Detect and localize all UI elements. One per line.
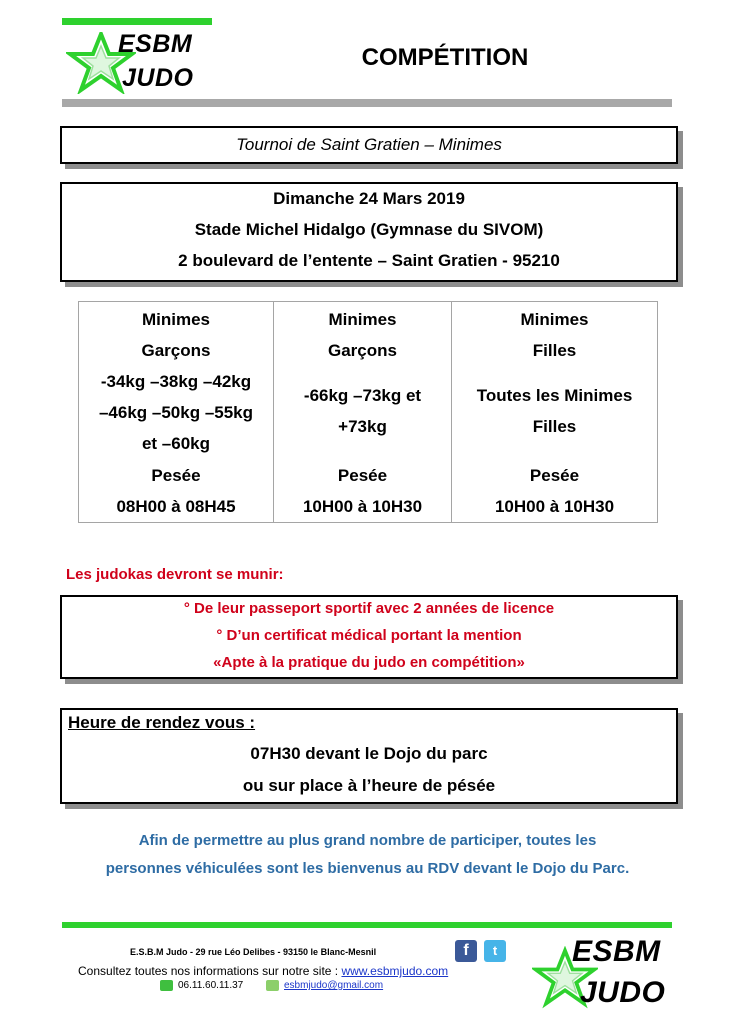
email-link[interactable]: esbmjudo@gmail.com xyxy=(284,980,384,991)
category-header xyxy=(452,304,657,366)
meeting-line: ou sur place à l’heure de pésée xyxy=(242,776,496,795)
weigh-in-label: Pesée xyxy=(337,466,388,485)
category-header xyxy=(274,304,451,366)
footer-address: E.S.B.M Judo - 29 rue Léo Delibes - 93150 le Blanc-Mesnil xyxy=(130,947,377,957)
venue-address: 2 boulevard de l’entente – Saint Gratien - 95210 xyxy=(178,251,560,270)
weight-line: +73kg xyxy=(338,417,387,436)
requirements-title: Les judokas devront se munir: xyxy=(66,566,284,583)
venue-box xyxy=(60,182,678,282)
weight-line: –46kg –50kg –55kg xyxy=(98,403,254,422)
tournament-name: Tournoi de Saint Gratien – Minimes xyxy=(236,135,502,154)
header-green-bar xyxy=(62,18,212,25)
page-title: COMPÉTITION xyxy=(361,44,529,71)
category-group: Minimes xyxy=(328,310,397,329)
weigh-in-time: 10H00 à 10H30 xyxy=(494,497,615,516)
event-date: Dimanche 24 Mars 2019 xyxy=(273,189,465,208)
logo-text-bottom: JUDO xyxy=(122,64,194,92)
twitter-icon[interactable]: t xyxy=(484,940,506,962)
requirement-line: ° D’un certificat médical portant la mention xyxy=(216,627,522,644)
header-grey-bar xyxy=(62,99,672,107)
website-link[interactable]: www.esbmjudo.com xyxy=(341,964,449,978)
footer-phone xyxy=(160,980,243,991)
category-weigh-in xyxy=(452,460,657,522)
category-weights xyxy=(79,366,273,459)
category-column xyxy=(452,302,657,522)
footer-site-line xyxy=(78,964,448,978)
weight-line: Filles xyxy=(532,417,577,436)
carpool-note-line: Afin de permettre au plus grand nombre de participer, toutes les xyxy=(138,832,597,849)
categories-table xyxy=(78,301,658,523)
footer-green-bar xyxy=(62,922,672,928)
category-sex: Filles xyxy=(532,341,577,360)
category-weigh-in xyxy=(79,460,273,522)
category-weigh-in xyxy=(274,460,451,522)
esbm-judo-logo xyxy=(66,30,216,100)
footer-logo-text-bottom: JUDO xyxy=(580,976,666,1009)
weigh-in-time: 10H00 à 10H30 xyxy=(302,497,423,516)
category-column xyxy=(79,302,273,522)
footer-site-prefix: Consultez toutes nos informations sur notre site : xyxy=(78,964,342,978)
meeting-box xyxy=(60,708,678,804)
meeting-line: 07H30 devant le Dojo du parc xyxy=(250,744,488,763)
email-icon xyxy=(266,980,279,991)
category-sex: Garçons xyxy=(328,341,397,360)
category-header xyxy=(79,304,273,366)
phone-icon xyxy=(160,980,173,991)
meeting-title: Heure de rendez vous : xyxy=(68,713,256,732)
category-column xyxy=(274,302,451,522)
requirement-line: ° De leur passeport sportif avec 2 années de licence xyxy=(183,600,555,617)
footer-logo-text-top: ESBM xyxy=(572,935,661,968)
venue-place: Stade Michel Hidalgo (Gymnase du SIVOM) xyxy=(194,220,544,239)
weigh-in-time: 08H00 à 08H45 xyxy=(116,497,236,516)
carpool-note-line: personnes véhiculées sont les bienvenus au RDV devant le Dojo du Parc. xyxy=(105,860,630,877)
weigh-in-label: Pesée xyxy=(529,466,580,485)
footer-email xyxy=(266,980,383,991)
requirements-box xyxy=(60,595,678,679)
category-group: Minimes xyxy=(520,310,589,329)
category-weights xyxy=(452,380,657,442)
weight-line: et –60kg xyxy=(141,434,211,453)
weight-line: -66kg –73kg et xyxy=(303,386,422,405)
facebook-icon[interactable]: f xyxy=(455,940,477,962)
weigh-in-label: Pesée xyxy=(151,466,201,485)
category-weights xyxy=(274,380,451,442)
tournament-box xyxy=(60,126,678,164)
requirement-line: «Apte à la pratique du judo en compétition» xyxy=(213,654,525,671)
category-sex: Garçons xyxy=(141,341,211,360)
weight-line: -34kg –38kg –42kg xyxy=(100,372,252,391)
logo-text-top: ESBM xyxy=(118,30,193,58)
phone-number: 06.11.60.11.37 xyxy=(178,980,244,991)
category-group: Minimes xyxy=(141,310,211,329)
esbm-judo-footer-logo xyxy=(532,935,672,1016)
weight-line: Toutes les Minimes xyxy=(476,386,633,405)
